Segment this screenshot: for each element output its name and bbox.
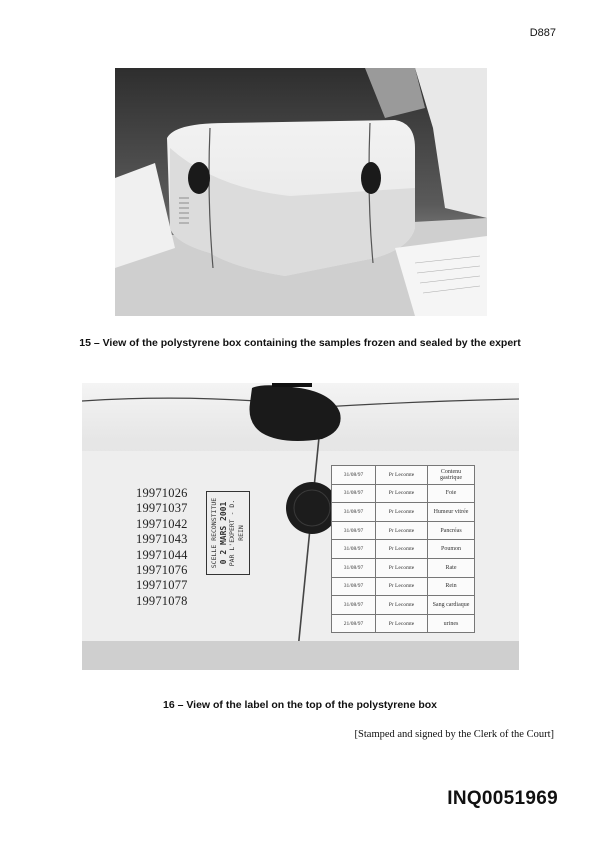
inquiry-id: INQ0051969 — [447, 788, 558, 809]
table-cell-sample: Humeur vitrée — [428, 503, 475, 522]
table-row — [332, 503, 475, 522]
clerk-note: [Stamped and signed by the Clerk of the Court] — [354, 729, 554, 740]
table-cell-name: Pr Lecomte — [376, 558, 428, 577]
table-cell-name: Pr Lecomte — [376, 484, 428, 503]
sample-number: 19971037 — [136, 501, 188, 516]
table-cell-name: Pr Lecomte — [376, 521, 428, 540]
figure-15-caption: 15 – View of the polystyrene box containing the samples frozen and sealed by the expert — [79, 337, 521, 349]
table-cell-name: Pr Lecomte — [376, 466, 428, 485]
sample-number: 19971026 — [136, 486, 188, 500]
expert-stamp — [206, 491, 250, 575]
table-row — [332, 614, 475, 633]
table-cell-sample: Rate — [428, 558, 475, 577]
table-row — [332, 558, 475, 577]
photo-sealed-polystyrene-box — [115, 68, 487, 316]
table-cell-sample: Foie — [428, 484, 475, 503]
table-cell-name: Pr Lecomte — [376, 614, 428, 633]
sample-number-list — [136, 486, 188, 609]
figure-16-caption: 16 – View of the label on the top of the polystyrene box — [162, 699, 438, 711]
table-cell-sample: Sang cardiaque — [428, 596, 475, 615]
table-cell-name: Pr Lecomte — [376, 577, 428, 596]
table-cell-sample: Contenu gastrique — [428, 466, 475, 485]
table-cell-date: 31/08/97 — [332, 521, 376, 540]
table-cell-sample: Rein — [428, 577, 475, 596]
table-cell-date: 31/08/97 — [332, 466, 376, 485]
table-cell-date: 31/08/97 — [332, 540, 376, 559]
table-cell-name: Pr Lecomte — [376, 540, 428, 559]
document-reference: D887 — [529, 27, 556, 39]
table-cell-sample: urines — [428, 614, 475, 633]
sample-number: 19971042 — [136, 516, 188, 531]
table-cell-date: 31/08/97 — [332, 558, 376, 577]
table-row — [332, 484, 475, 503]
table-row — [332, 577, 475, 596]
table-cell-date: 31/08/97 — [332, 484, 376, 503]
stamp-line: SCELLE RECONSTITUE — [210, 497, 218, 569]
sample-number: 19971077 — [136, 578, 188, 593]
sample-number: 19971076 — [136, 563, 188, 578]
photo-box-label — [82, 383, 519, 670]
table-cell-date: 21/08/97 — [332, 614, 376, 633]
table-cell-date: 31/08/97 — [332, 596, 376, 615]
stamp-date: 0 2 MARS 2001 — [219, 501, 228, 565]
table-row — [332, 540, 475, 559]
sample-number: 19971043 — [136, 532, 188, 547]
sample-label-table — [331, 465, 475, 633]
table-cell-sample: Pancréas — [428, 521, 475, 540]
table-cell-name: Pr Lecomte — [376, 503, 428, 522]
table-row — [332, 521, 475, 540]
sample-number: 19971044 — [136, 547, 188, 562]
table-cell-sample: Poumon — [428, 540, 475, 559]
table-cell-name: Pr Lecomte — [376, 596, 428, 615]
table-cell-date: 31/08/97 — [332, 577, 376, 596]
sample-number: 19971078 — [136, 593, 188, 608]
table-cell-date: 31/08/97 — [332, 503, 376, 522]
table-row — [332, 596, 475, 615]
stamp-line: PAR L'EXPERT - D. REIN — [228, 499, 245, 567]
table-row — [332, 466, 475, 485]
